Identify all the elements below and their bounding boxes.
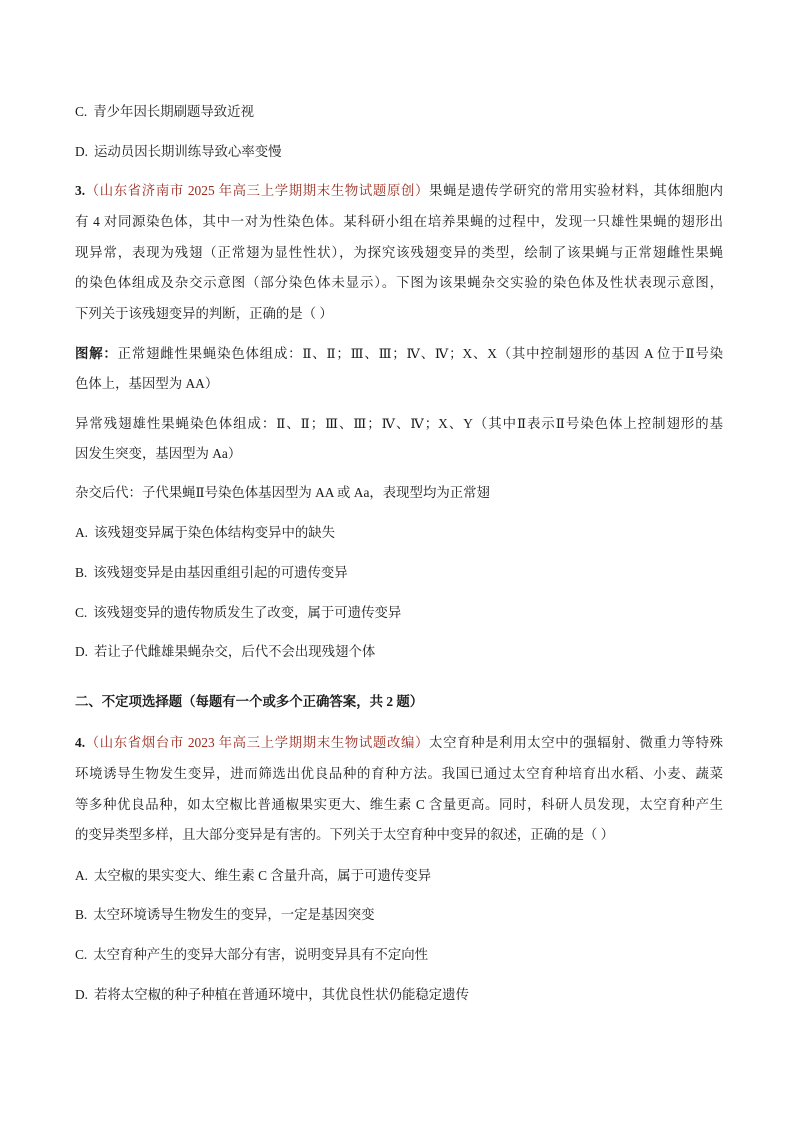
question-3-stem-text: 果蝇是遗传学研究的常用实验材料，其体细胞内 — [429, 183, 723, 198]
option-label: D. — [75, 144, 89, 159]
question-3-option-b — [75, 563, 723, 583]
question-4-stem-line-2: 环境诱导生物发生变异，进而筛选出优良品种的育种方法。我国已通过太空育种培育出水稻、小麦、蔬菜 — [75, 765, 723, 781]
diagram-female-text: 正常翅雌性果蝇染色体组成：Ⅱ、Ⅱ；Ⅲ、Ⅲ；Ⅳ、Ⅳ；X、X（其中控制翅形的基因 A 位于Ⅱ号染 — [117, 346, 724, 361]
question-3-option-d — [75, 642, 723, 662]
option-label: B. — [75, 907, 88, 922]
question-3-stem-line-1 — [75, 176, 723, 207]
option-text: 该残翅变异的遗传物质发生了改变，属于可遗传变异 — [93, 605, 402, 620]
question-3-number: 3. — [75, 183, 86, 198]
option-text: 若让子代雌雄果蝇杂交，后代不会出现残翅个体 — [94, 644, 376, 659]
option-label: C. — [75, 605, 88, 620]
question-4-number: 4. — [75, 735, 86, 750]
diagram-female-description — [75, 339, 723, 399]
question-3-stem-line-5: 下列关于该残翅变异的判断，正确的是（ ） — [75, 306, 333, 322]
question-3-stem-line-2: 有 4 对同源染色体，其中一对为性染色体。某科研小组在培养果蝇的过程中，发现一只雄性果蝇的翅形出 — [75, 213, 723, 229]
option-c-previous — [75, 102, 723, 122]
question-3-option-c — [75, 603, 723, 623]
question-4-option-a — [75, 866, 723, 886]
option-label: C. — [75, 104, 88, 119]
option-text: 太空环境诱导生物发生的变异，一定是基因突变 — [93, 907, 375, 922]
question-4-option-d — [75, 985, 723, 1005]
question-3-stem-line-4: 的染色体组成及杂交示意图（部分染色体未显示）。下图为该果蝇杂交实验的染色体及性状表现示意图， — [75, 275, 723, 291]
question-3-stem — [75, 176, 723, 330]
question-4-option-c — [75, 945, 723, 965]
option-text: 若将太空椒的种子种植在普通环境中，其优良性状仍能稳定遗传 — [94, 987, 469, 1002]
question-3-option-a — [75, 523, 723, 543]
diagram-male-description — [75, 409, 723, 469]
question-4-option-b — [75, 905, 723, 925]
question-3-source: （山东省济南市 2025 年高三上学期期末生物试题原创） — [85, 183, 430, 198]
option-label: C. — [75, 947, 88, 962]
diagram-female-line-1 — [75, 339, 723, 369]
diagram-male-line-2: 因发生突变，基因型为 Aa） — [75, 446, 242, 461]
option-label: D. — [75, 644, 89, 659]
section-heading: 二、不定项选择题（每题有一个或多个正确答案，共 2 题） — [75, 694, 424, 709]
option-text: 该残翅变异属于染色体结构变异中的缺失 — [94, 525, 336, 540]
question-4-stem-line-4: 的变异类型多样，且大部分变异是有害的。下列关于太空育种中变异的叙述，正确的是（ ） — [75, 827, 614, 843]
option-label: D. — [75, 987, 89, 1002]
diagram-label: 图解： — [75, 346, 118, 361]
question-4-stem-line-1 — [75, 728, 723, 759]
question-4-stem-text: 太空育种是利用太空中的强辐射、微重力等特殊 — [429, 735, 723, 750]
diagram-offspring-description: 杂交后代：子代果蝇Ⅱ号染色体基因型为 AA 或 Aa，表现型均为正常翅 — [75, 485, 490, 500]
option-label: B. — [75, 565, 88, 580]
question-4-source: （山东省烟台市 2023 年高三上学期期末生物试题改编） — [85, 735, 430, 750]
option-label: A. — [75, 868, 89, 883]
diagram-male-line-1: 异常残翅雄性果蝇染色体组成：Ⅱ、Ⅱ；Ⅲ、Ⅲ；Ⅳ、Ⅳ；X、Y（其中Ⅱ表示Ⅱ号染色体上控制翅形的基 — [75, 416, 723, 431]
option-text: 太空椒的果实变大、维生素 C 含量升高，属于可遗传变异 — [94, 868, 432, 883]
question-4-stem-line-3: 等多种优良品种，如太空椒比普通椒果实更大、维生素 C 含量更高。同时，科研人员发现，太空育种产生 — [75, 796, 723, 812]
option-text: 太空育种产生的变异大部分有害，说明变异具有不定向性 — [93, 947, 429, 962]
diagram-female-line-2: 色体上，基因型为 AA） — [75, 376, 219, 391]
question-3-stem-line-3: 现异常，表现为残翅（正常翅为显性性状），为探究该残翅变异的类型，绘制了该果蝇与正常翅雌性果蝇 — [75, 244, 723, 260]
option-text: 运动员因长期训练导致心率变慢 — [94, 144, 282, 159]
option-d-previous — [75, 142, 723, 162]
option-label: A. — [75, 525, 89, 540]
question-4-stem — [75, 728, 723, 851]
option-text: 青少年因长期刷题导致近视 — [93, 104, 254, 119]
option-text: 该残翅变异是由基因重组引起的可遗传变异 — [93, 565, 348, 580]
